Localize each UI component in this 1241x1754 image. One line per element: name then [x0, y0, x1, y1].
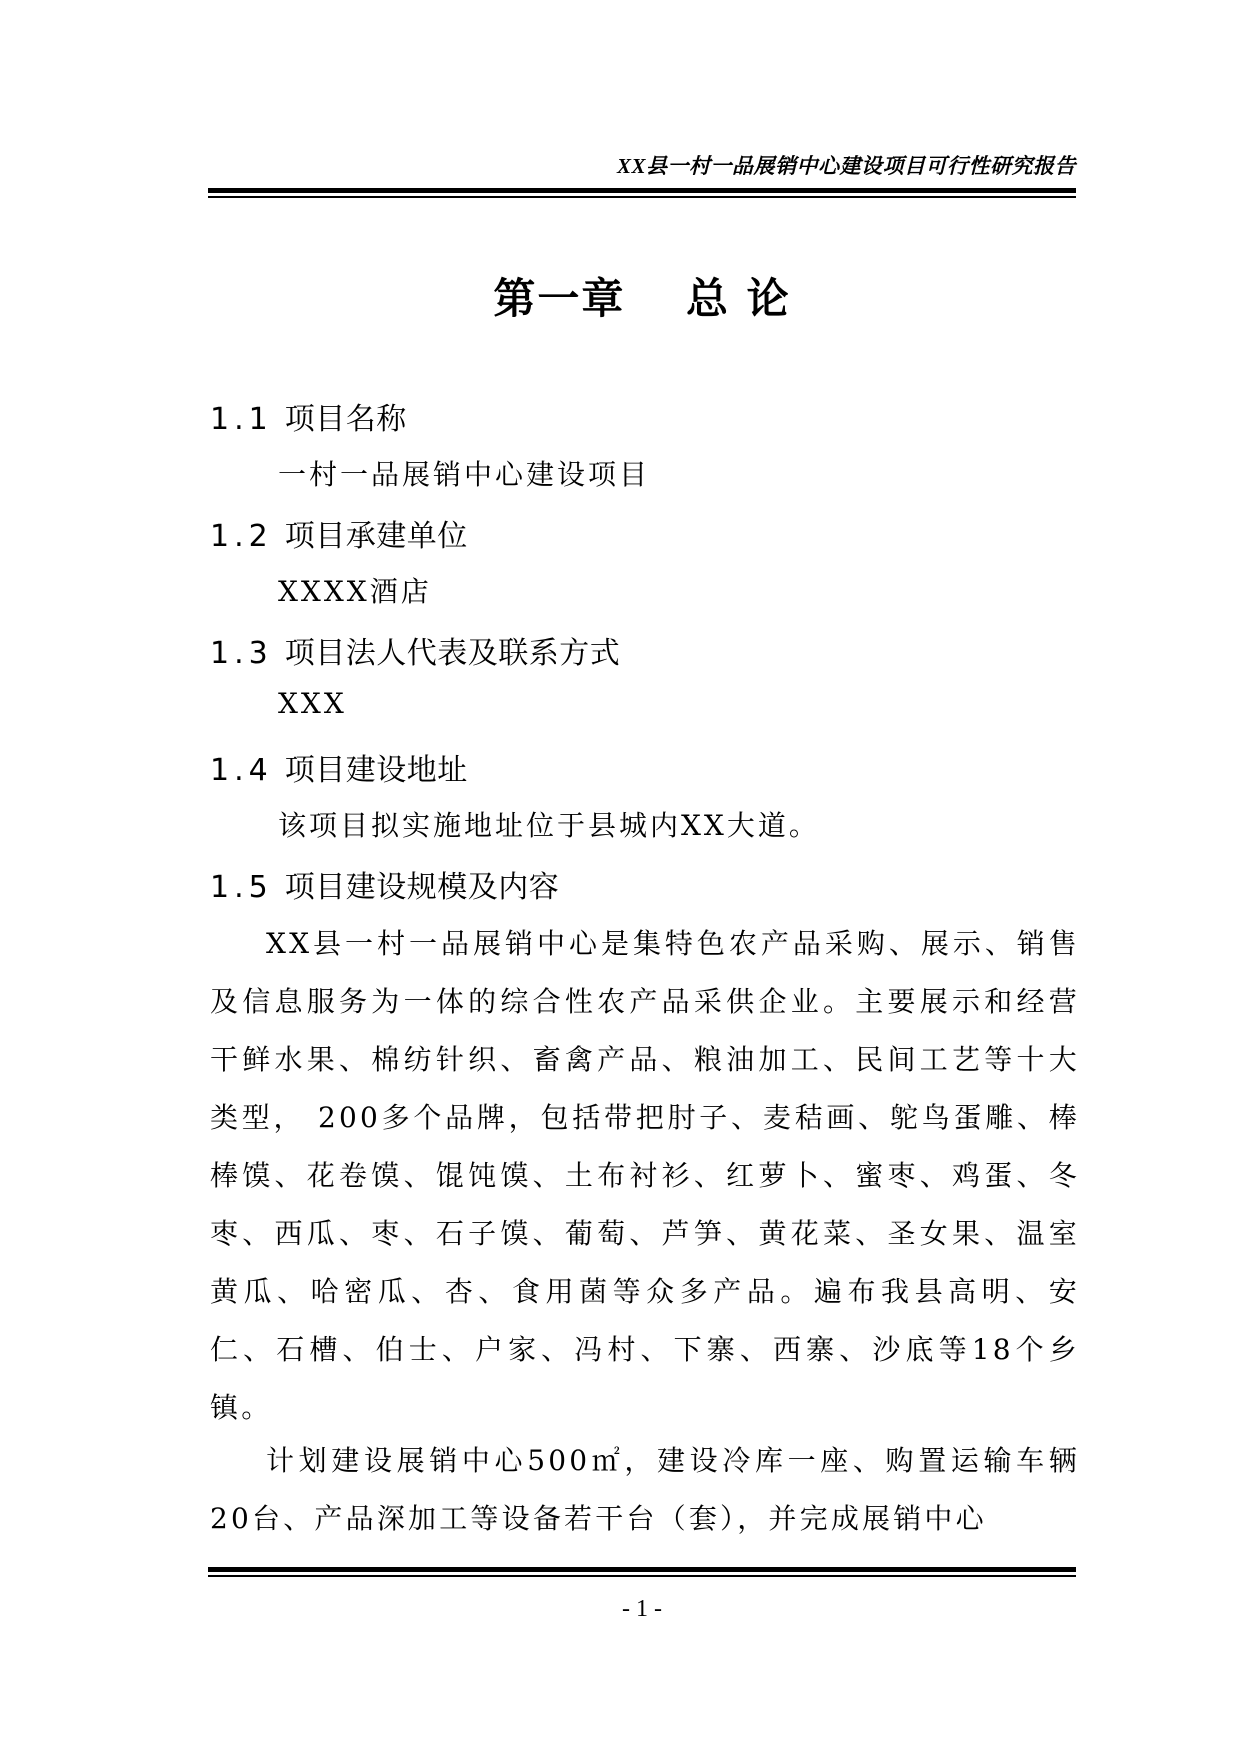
footer-rule-thin: [208, 1575, 1076, 1577]
section-content-1-4: 该项目拟实施地址位于县城内XX大道。: [278, 809, 820, 842]
section-number: 1.2: [210, 519, 273, 554]
section-heading-1-5: [210, 862, 559, 906]
section-number: 1.4: [210, 753, 273, 788]
section-number: 1.5: [210, 870, 273, 905]
section-heading-1-3: [210, 628, 620, 672]
running-header: XX县一村一品展销中心建设项目可行性研究报告: [616, 154, 1076, 178]
section-title: 项目法人代表及联系方式: [284, 636, 621, 671]
footer-rule-thick: [208, 1567, 1076, 1572]
page-number: - 1 -: [622, 1596, 662, 1622]
header-rule-thick: [208, 188, 1076, 193]
header-rule-thin: [208, 196, 1076, 198]
body-paragraph-2: 计划建设展销中心500㎡，建设冷库一座、购置运输车辆20台、产品深加工等设备若干台（套），并完成展销中心: [210, 1444, 1080, 1535]
section-content-1-2: XXXX酒店: [278, 575, 432, 608]
section-heading-1-1: [210, 394, 407, 438]
section-number: 1.3: [210, 636, 273, 671]
chapter-title: 第一章 总 论: [493, 274, 791, 323]
section-title: 项目承建单位: [284, 519, 468, 554]
section-content-1-3: XXX: [278, 687, 347, 720]
section-heading-1-2: [210, 511, 468, 555]
section-number: 1.1: [210, 402, 273, 437]
body-paragraph-1: XX县一村一品展销中心是集特色农产品采购、展示、销售及信息服务为一体的综合性农产品采供企业。主要展示和经营干鲜水果、棉纺针织、畜禽产品、粮油加工、民间工艺等十大类型， 200多个品牌，包括带把肘子、麦秸画、鸵鸟蛋雕、棒棒馍、花卷馍、馄饨馍、土布衬衫、红萝卜、蜜枣、鸡蛋、冬枣、西瓜、枣、石子馍、葡萄、芦笋、黄花菜、圣女果、温室黄瓜、哈密瓜、杏、食用菌等众多产品。遍布我县高明、安仁、石槽、伯士、户家、冯村、下寨、西寨、沙底等18个乡镇。: [210, 927, 1080, 1424]
section-title: 项目建设规模及内容: [284, 870, 560, 905]
section-title: 项目名称: [284, 402, 407, 437]
section-title: 项目建设地址: [284, 753, 468, 788]
section-content-1-1: 一村一品展销中心建设项目: [278, 458, 651, 491]
section-heading-1-4: [210, 745, 468, 789]
